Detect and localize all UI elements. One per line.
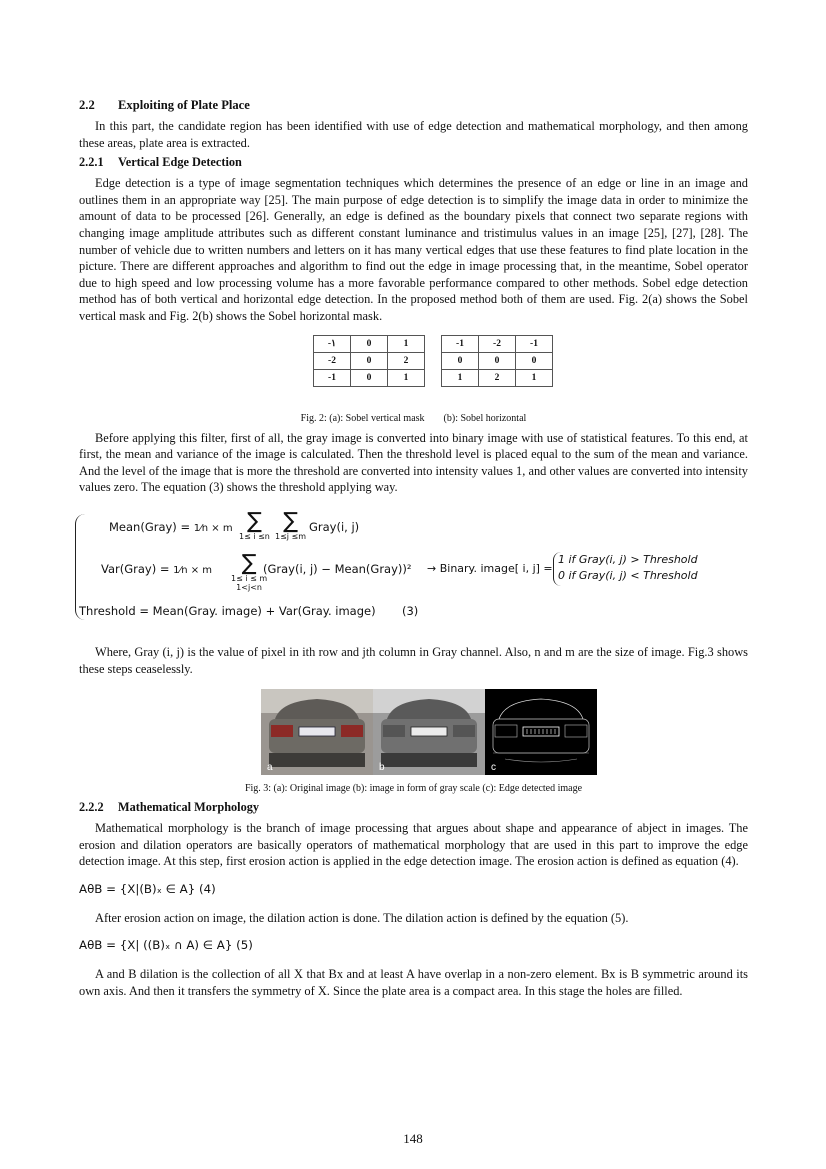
mask-cell: -1 — [442, 335, 479, 352]
mask-cell: 0 — [479, 352, 516, 369]
paragraph-edge-detection: Edge detection is a type of image segmentation techniques which determines the presence of an edge or line in an image and outlines them in an appropriate way [25]. The main purpose of edge detection is to simplify the image data in order to minimize the amount of data to be processed [26]. Generally, an edge is defined as the boundary pixels that connect two separate regions with changing image amplitude attributes such as different constant luminance and tristimulus values in an image [25], [27], [28]. The number of vehicle due to written numbers and letters on it has many vertical edges that use these features to find plate location in the picture. There are different approaches and algorithm to find out the edge in image processing that, in the meantime, Sobel operator due to high speed and low processing volume has a more favorable performance compared to other methods. Sobel edge detection method has of both vertical and horizontal edge detection. In the proposed method both of them are used. Fig. 2(a) shows the Sobel vertical mask and Fig. 2(b) shows the Sobel horizontal mask. — [79, 176, 748, 323]
mean-fraction: 1⁄n × m — [193, 522, 233, 534]
var-sum: ∑ 1≤ i ≤ m 1<j<n — [231, 550, 268, 592]
section-heading — [79, 98, 748, 113]
fig3-label-a: a — [267, 762, 273, 774]
page-content — [79, 98, 748, 1004]
mask-cell: -2 — [314, 352, 351, 369]
fig3-caption: Fig. 3: (a): Original image (b): image in form of gray scale (c): Edge detected image — [244, 783, 583, 795]
paragraph-intro: In this part, the candidate region has been identified with use of edge detection and mathematical morphology, and then among these areas, plate area is extracted. — [79, 119, 748, 150]
fig3-label-b: b — [379, 762, 385, 774]
mask-cell: -١ — [314, 335, 351, 352]
mask-cell: 0 — [351, 335, 388, 352]
mask-cell: -2 — [479, 335, 516, 352]
section-title: Exploiting of Plate Place — [118, 98, 250, 112]
car-edge-image — [485, 689, 597, 775]
fig3-label-c: c — [491, 762, 496, 774]
mask-cell: 0 — [351, 369, 388, 386]
mask-cell: 2 — [479, 369, 516, 386]
var-lhs: Var(Gray) = — [101, 561, 174, 576]
mean-equation — [109, 520, 233, 534]
mask-cell: 1 — [516, 369, 553, 386]
subsection-title: Mathematical Morphology — [118, 800, 260, 815]
var-sum-range-1: 1≤ i ≤ m — [231, 573, 268, 583]
mean-sum-2: ∑ 1≤j ≤m — [275, 508, 307, 541]
equation-3-label: (3) — [402, 603, 419, 618]
fig2-caption-b: (b): Sobel horizontal — [443, 412, 527, 424]
var-fraction: 1⁄n × m — [173, 564, 213, 576]
mean-sum-2-range: 1≤j ≤m — [275, 531, 307, 541]
subsection-title: Vertical Edge Detection — [118, 155, 242, 170]
var-sum-range-2: 1<j<n — [236, 582, 262, 592]
sobel-vertical-mask — [313, 335, 425, 387]
paragraph-morphology: Mathematical morphology is the branch of image processing that argues about shape and appearance of abject in images. The erosion and dilation operators are basically operators of mathematical morphology that are used in this part to improve the edge detection image. At this step, first erosion action is applied in the edge detection image. The erosion action is defined as equation (4). — [79, 821, 748, 869]
paragraph-dilation: A and B dilation is the collection of all X that Bx and at least A have overlap in a non-zero element. Bx is B symmetric around its own axis. And then it transfers the symmetry of X. Since the plate area is a compact area. In this stage the holes are filled. — [79, 967, 748, 999]
subsection-number: 2.2.2 — [79, 800, 104, 815]
case-1: 1 if Gray(i, j) > Threshold — [558, 552, 698, 566]
mean-sum-1-range: 1≤ i ≤n — [239, 531, 270, 541]
section-number: 2.2 — [79, 98, 95, 112]
subsection-heading-morphology — [79, 800, 748, 815]
paragraph-dilation-intro: After erosion action on image, the dilation action is done. The dilation action is defined by the equation (5). — [95, 910, 629, 925]
mask-cell: -1 — [314, 369, 351, 386]
paragraph-threshold: Before applying this filter, first of all, the gray image is converted into binary image with use of statistical features. To this end, at first, the mean and variance of the image is calculated. Then the threshold level is placed equal to the sum of the mean and variance. And the level of the image that is more the threshold are converted into intensity values 1, and other values are converted into intensity values zero. The equation (3) shows the threshold applying way. — [79, 430, 748, 495]
car-grayscale-image — [373, 689, 485, 775]
mask-cell: 2 — [388, 352, 425, 369]
threshold-equation: Threshold = Mean(Gray. image) + Var(Gray. image) — [79, 603, 376, 618]
case-2: 0 if Gray(i, j) < Threshold — [558, 568, 698, 582]
fig2-caption — [79, 413, 748, 424]
mask-cell: 1 — [388, 335, 425, 352]
paragraph-gray-definition: Where, Gray (i, j) is the value of pixel in ith row and jth column in Gray channel. Also, n and m are the size of image. Fig.3 shows these steps ceaselessly. — [79, 644, 748, 676]
equation-5: AθB = {X| ((B)ₓ ∩ A) ∈ A} (5) — [79, 938, 253, 953]
mean-sum-1: ∑ 1≤ i ≤n — [239, 508, 270, 541]
page-number: 148 — [403, 1131, 423, 1146]
binary-cases — [553, 552, 698, 586]
mask-cell: -1 — [516, 335, 553, 352]
mean-lhs: Mean(Gray) = — [109, 519, 194, 534]
sobel-horizontal-mask — [441, 335, 553, 387]
fig3-image-strip — [261, 689, 597, 775]
var-rhs: (Gray(i, j) − Mean(Gray))² — [263, 561, 412, 576]
sobel-masks-figure — [79, 335, 748, 405]
fig2-caption-a: Fig. 2: (a): Sobel vertical mask — [300, 412, 425, 424]
mean-rhs: Gray(i, j) — [309, 519, 360, 534]
subsection-number: 2.2.1 — [79, 155, 104, 170]
mask-cell: 0 — [351, 352, 388, 369]
subsection-heading-edge — [79, 155, 748, 170]
binary-image-equation: → Binary. image[ i, j] = — [427, 561, 553, 575]
equation-4: AθB = {X|(B)ₓ ∈ A} (4) — [79, 881, 216, 896]
mask-cell: 0 — [516, 352, 553, 369]
var-equation — [101, 562, 212, 576]
car-original-image — [261, 689, 373, 775]
mask-cell: 0 — [442, 352, 479, 369]
mask-cell: 1 — [388, 369, 425, 386]
mask-cell: 1 — [442, 369, 479, 386]
equation-3 — [79, 510, 748, 628]
